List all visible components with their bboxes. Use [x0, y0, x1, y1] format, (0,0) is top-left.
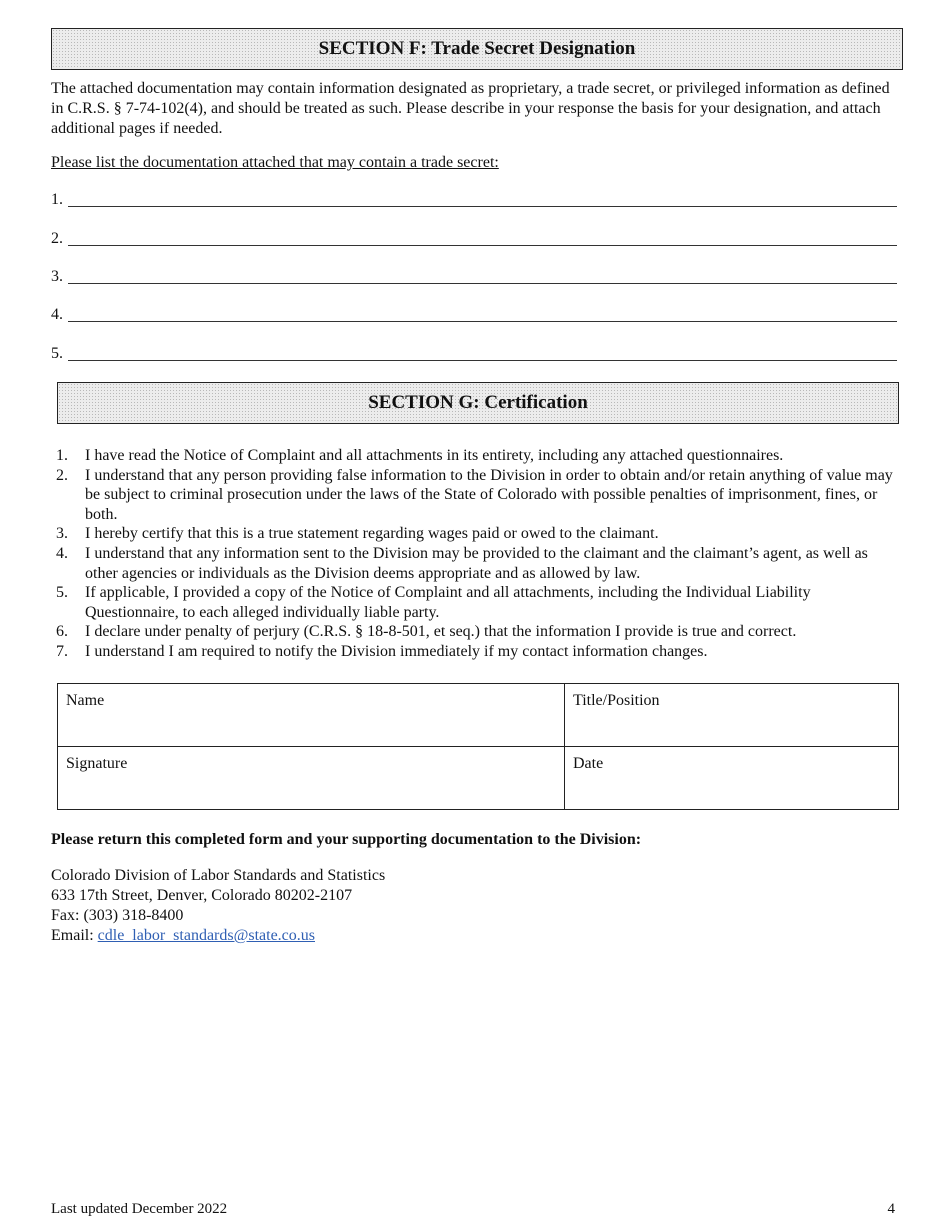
- section-g-header: [57, 382, 899, 424]
- trade-secret-line-5[interactable]: [51, 342, 897, 364]
- signature-table: [57, 683, 899, 810]
- title-position-label: Title/Position: [573, 692, 660, 709]
- signature-field[interactable]: [58, 747, 565, 810]
- division-name: Colorado Division of Labor Standards and Statistics: [51, 867, 386, 884]
- last-updated: Last updated December 2022: [51, 1201, 228, 1217]
- trade-secret-line-3[interactable]: [51, 265, 897, 287]
- line-number: 2.: [51, 230, 63, 247]
- certification-item: 1. I have read the Notice of Complaint and all attachments in its entirety, including any attached questionnaires.: [56, 447, 784, 464]
- line-number: 1.: [51, 191, 63, 208]
- certification-item: 6. I declare under penalty of perjury (C.R.S. § 18-8-501, et seq.) that the information I provide is true and correct.: [56, 623, 797, 641]
- signature-label: Signature: [66, 755, 128, 772]
- date-label: Date: [573, 755, 604, 772]
- certification-item: 4. I understand that any information sent to the Division may be provided to the claimant and the claimant’s agent, as well as other agencies or individuals as the Division deems appropriate and as allowed by law.: [56, 544, 868, 582]
- line-number: 3.: [51, 268, 63, 285]
- email-link[interactable]: cdle_labor_standards@state.co.us: [97, 927, 315, 944]
- certification-item: 3. I hereby certify that this is a true statement regarding wages paid or owed to the claimant.: [56, 525, 659, 543]
- line-number: 4.: [51, 306, 63, 323]
- certification-item: 7. I understand I am required to notify the Division immediately if my contact information changes.: [56, 642, 708, 660]
- date-field[interactable]: [565, 747, 899, 810]
- return-instructions-heading: Please return this completed form and your supporting documentation to the Division:: [51, 831, 642, 848]
- division-fax: Fax: (303) 318-8400: [51, 907, 184, 924]
- section-g-title: SECTION G: Certification: [368, 392, 588, 413]
- name-label: Name: [66, 692, 105, 709]
- division-address: [51, 866, 385, 946]
- trade-secret-intro: The attached documentation may contain information designated as proprietary, a trade secret, or privileged information as defined in C.R.S. § 7-74-102(4), and should be treated as such. Please describe in your response the basis for your designation, and attach additional pages if needed.: [51, 80, 890, 137]
- division-street: 633 17th Street, Denver, Colorado 80202-2107: [51, 887, 353, 904]
- line-number: 5.: [51, 345, 63, 362]
- title-position-field[interactable]: [565, 684, 899, 747]
- trade-secret-line-2[interactable]: [51, 227, 897, 249]
- certification-item: 2. I understand that any person providing false information to the Division in order to obtain and/or retain anything of value may be subject to criminal prosecution under the laws of the State of Colorado with possible penalties of imprisonment, fines, or both.: [56, 466, 893, 523]
- email-label: Email:: [51, 927, 98, 944]
- certification-list: [51, 446, 899, 662]
- section-f-title: SECTION F: Trade Secret Designation: [318, 38, 636, 59]
- division-email-row: [51, 926, 385, 946]
- name-field[interactable]: [58, 684, 565, 747]
- trade-secret-line-1[interactable]: [51, 188, 897, 210]
- trade-secret-line-4[interactable]: [51, 303, 897, 325]
- certification-item: 5. If applicable, I provided a copy of the Notice of Complaint and all attachments, including the Individual Liability Questionnaire, to each alleged individually liable party.: [56, 584, 811, 621]
- trade-secret-list-prompt: Please list the documentation attached that may contain a trade secret:: [51, 154, 499, 171]
- page-number: 4: [887, 1201, 895, 1217]
- section-f-header: [51, 28, 903, 70]
